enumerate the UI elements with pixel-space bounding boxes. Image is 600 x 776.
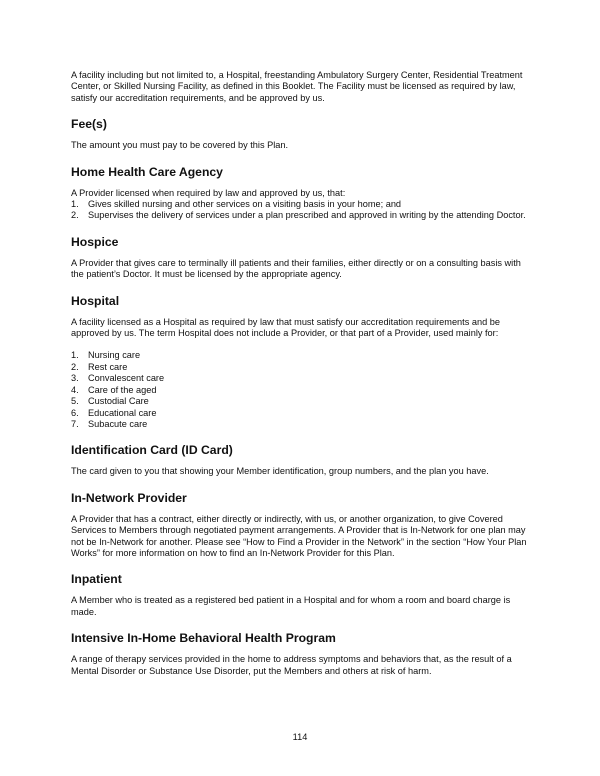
section-heading-intensive: Intensive In-Home Behavioral Health Program	[71, 631, 336, 646]
section-heading-fees: Fee(s)	[71, 117, 107, 132]
section-heading-hospital: Hospital	[71, 293, 120, 308]
document-page	[71, 70, 533, 677]
section-inpatient	[71, 572, 533, 618]
list-item: 4. Care of the aged	[71, 384, 157, 395]
section-heading-hospice: Hospice	[71, 234, 119, 249]
section-heading-in-network: In-Network Provider	[71, 490, 187, 505]
page-number: 114	[292, 732, 308, 742]
section-text-id-card: The card given to you that showing your Member identification, group numbers, and the plan you have.	[71, 466, 489, 477]
list-item: 2. Supervises the delivery of services under a plan prescribed and approved in writing by the attending Doctor.	[71, 210, 526, 221]
list-item: 6. Educational care	[71, 407, 157, 418]
hospital-exclusion-list	[71, 350, 533, 430]
list-item: 1. Gives skilled nursing and other services on a visiting basis in your home; and	[71, 199, 402, 210]
section-text-intensive: A range of therapy services provided in the home to address symptoms and behaviors that, as the result of a Mental Disorder or Substance Use Disorder, put the Members and others at risk of harm.	[71, 654, 512, 676]
list-item: 5. Custodial Care	[71, 396, 149, 407]
list-item: 7. Subacute care	[71, 418, 148, 429]
section-text-home-health: A Provider licensed when required by law and approved by us, that:	[71, 187, 346, 198]
section-heading-home-health: Home Health Care Agency	[71, 164, 223, 179]
section-identification-card	[71, 443, 533, 477]
facility-definition-text: A facility including but not limited to, a Hospital, freestanding Ambulatory Surgery Center, Residential Treatment Center, or Skilled Nursing Facility, as defined in this Booklet. The Facility must be licensed as required by law, satisfy our accreditation requirements, and be approved by us.	[71, 70, 523, 103]
list-item: 2. Rest care	[71, 361, 128, 372]
section-hospice	[71, 235, 533, 281]
home-health-list	[71, 199, 533, 222]
list-item: 1. Nursing care	[71, 350, 141, 361]
section-text-inpatient: A Member who is treated as a registered bed patient in a Hospital and for whom a room and board charge is made.	[71, 595, 511, 617]
section-in-network-provider	[71, 491, 533, 560]
spacer	[71, 339, 533, 350]
section-text-in-network: A Provider that has a contract, either directly or indirectly, with us, or another organization, to give Covered Services to Members through negotiated payment arrangements. A Provider that is In-Network for one plan may not be In-Network for another. Please see “How to Find a Provider in the Network” in the section “How Your Plan Works” for more information on how to find an In-Network Provider for this Plan.	[71, 513, 527, 558]
section-heading-id-card: Identification Card (ID Card)	[71, 443, 233, 458]
section-text-hospice: A Provider that gives care to terminally ill patients and their families, either directly or on a consulting basis with the patient’s Doctor. It must be licensed by the appropriate agency.	[71, 257, 521, 280]
section-home-health-care-agency	[71, 165, 533, 222]
section-fees	[71, 117, 533, 151]
section-hospital	[71, 294, 533, 431]
section-heading-inpatient: Inpatient	[71, 572, 122, 587]
list-item: 3. Convalescent care	[71, 373, 165, 384]
section-text-fees: The amount you must pay to be covered by this Plan.	[71, 140, 289, 151]
section-intensive-in-home	[71, 631, 533, 677]
section-text-hospital: A facility licensed as a Hospital as required by law that must satisfy our accreditation requirements and be approved by us. The term Hospital does not include a Provider, or that part of a Provider, used mainly for:	[71, 316, 500, 339]
